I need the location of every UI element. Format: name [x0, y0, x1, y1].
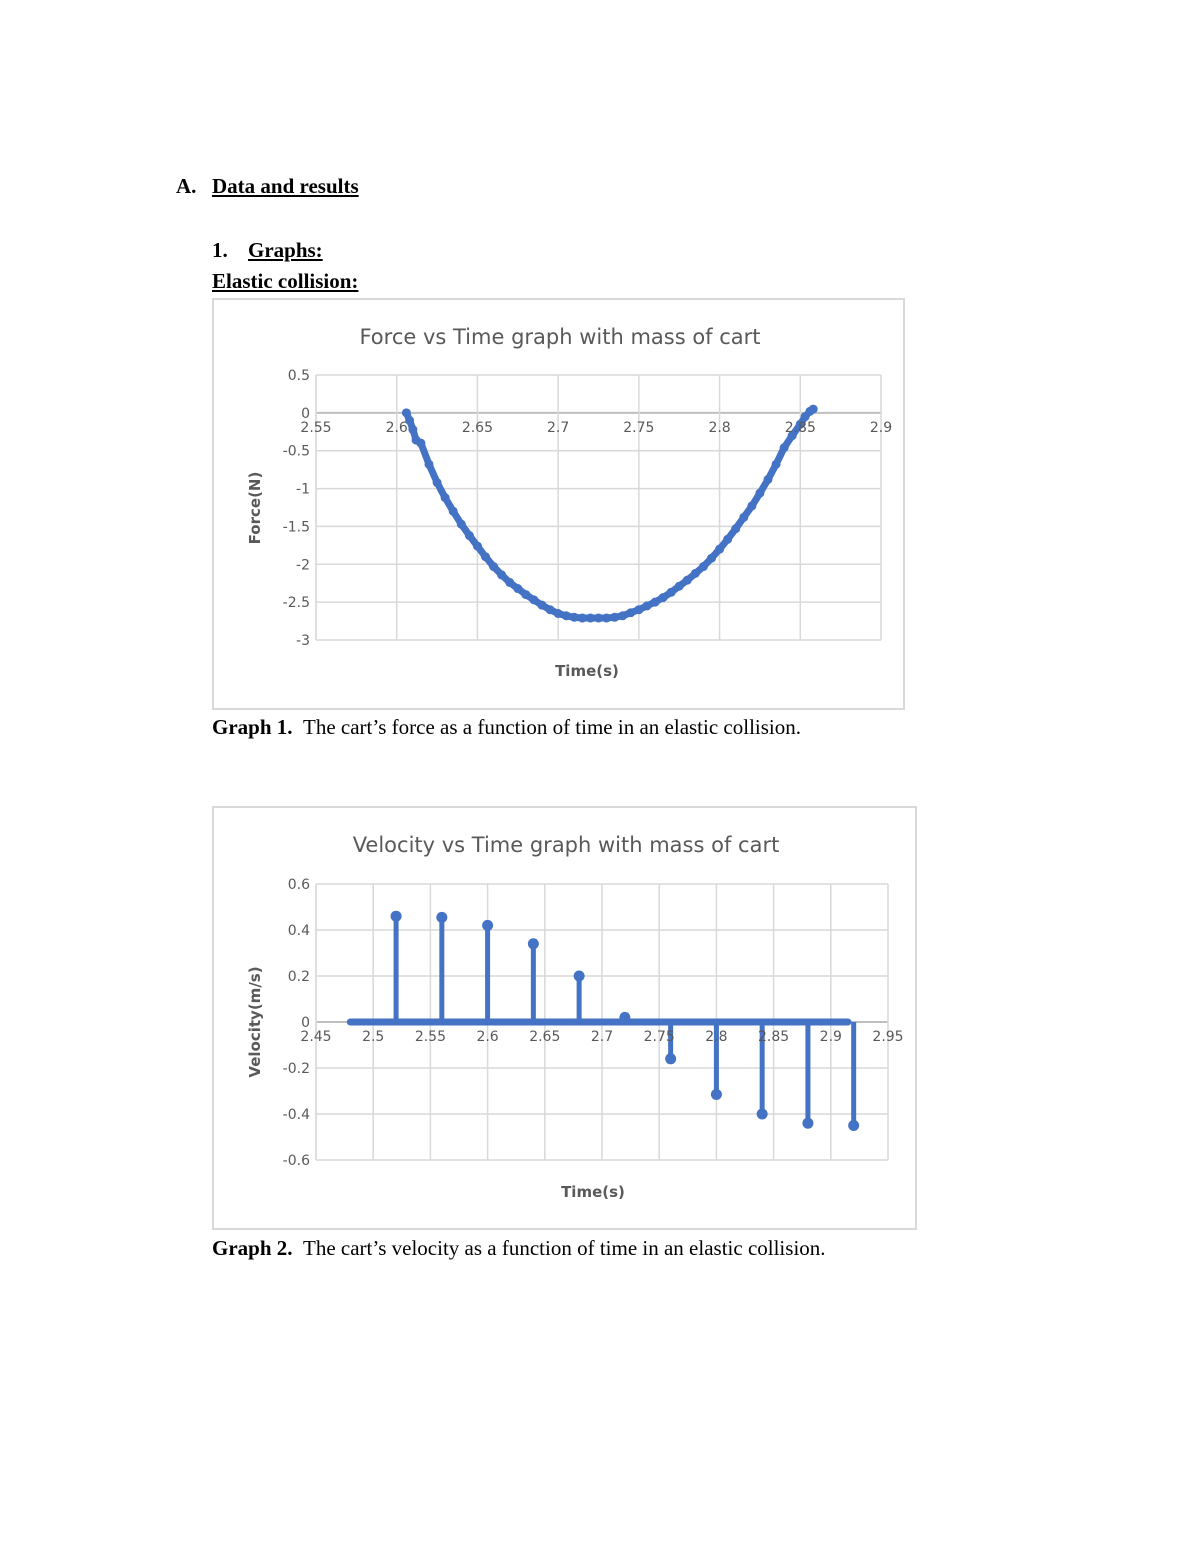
- force-data-point: [473, 542, 482, 551]
- velocity-data-point: [619, 1012, 630, 1023]
- x-axis-title: Time(s): [561, 1183, 625, 1201]
- force-data-point: [683, 576, 692, 585]
- force-data-point: [651, 598, 660, 607]
- force-data-point: [626, 608, 635, 617]
- x-tick-label: 2.7: [547, 419, 570, 436]
- section-letter: A.: [176, 174, 197, 198]
- force-data-point: [465, 531, 474, 540]
- force-series-line: [406, 409, 813, 618]
- x-tick-label: 2.85: [758, 1029, 790, 1045]
- x-tick-label: 2.95: [872, 1029, 904, 1045]
- graph2-caption-text: The cart’s velocity as a function of time in an elastic collision.: [303, 1236, 826, 1260]
- force-data-point: [739, 513, 748, 522]
- force-data-point: [764, 475, 773, 484]
- y-tick-label: -1: [296, 481, 310, 498]
- chart-title: Velocity vs Time graph with mass of cart: [352, 833, 780, 857]
- subheading: [212, 269, 358, 294]
- force-time-chart-svg: [214, 300, 907, 712]
- graph1-caption: [212, 715, 801, 740]
- y-tick-label: 0.6: [287, 877, 310, 893]
- velocity-data-point: [711, 1089, 722, 1100]
- x-tick-label: 2.65: [461, 419, 494, 436]
- force-data-point: [809, 405, 818, 414]
- y-tick-label: 0.4: [287, 923, 310, 939]
- force-data-point: [667, 588, 676, 597]
- force-data-point: [780, 443, 789, 452]
- velocity-data-point: [802, 1118, 813, 1129]
- force-data-point: [538, 601, 547, 610]
- x-tick-label: 2.9: [869, 419, 893, 436]
- force-data-point: [594, 614, 603, 623]
- force-data-point: [731, 524, 740, 533]
- force-data-point: [691, 569, 700, 578]
- x-tick-label: 2.75: [623, 419, 655, 436]
- force-data-point: [570, 613, 579, 622]
- x-tick-label: 2.8: [705, 1029, 728, 1045]
- x-tick-label: 2.7: [590, 1029, 614, 1045]
- subsection-heading: [212, 238, 323, 263]
- y-axis-title: Force(N): [246, 471, 264, 545]
- force-data-point: [521, 590, 530, 599]
- subheading-text: Elastic collision:: [212, 269, 359, 293]
- graph2-caption-label: Graph 2.: [212, 1236, 293, 1260]
- force-data-point: [457, 520, 466, 529]
- force-data-point: [707, 554, 716, 563]
- graph2-caption: [212, 1236, 826, 1261]
- force-data-point: [747, 501, 756, 510]
- x-tick-label: 2.8: [708, 419, 731, 436]
- force-data-point: [449, 507, 458, 516]
- y-tick-label: 0: [301, 1015, 310, 1031]
- x-tick-label: 2.5: [362, 1029, 385, 1045]
- subsection-number: 1.: [212, 238, 228, 262]
- x-tick-label: 2.85: [784, 419, 816, 436]
- x-tick-label: 2.55: [414, 1029, 446, 1045]
- y-tick-label: -2: [296, 557, 310, 574]
- y-tick-label: -0.4: [282, 1107, 310, 1123]
- force-data-point: [546, 605, 555, 614]
- velocity-data-point: [528, 938, 539, 949]
- section-title: Data and results: [212, 174, 359, 198]
- force-data-point: [554, 609, 563, 618]
- force-data-point: [723, 535, 732, 544]
- subsection-title: Graphs:: [248, 238, 323, 262]
- force-data-point: [659, 593, 668, 602]
- velocity-data-point: [482, 920, 493, 931]
- x-tick-label: 2.75: [643, 1029, 675, 1045]
- force-data-point: [433, 478, 442, 487]
- y-tick-label: -0.2: [282, 1061, 310, 1077]
- force-data-point: [634, 605, 643, 614]
- force-data-point: [602, 614, 611, 623]
- force-data-point: [610, 613, 619, 622]
- force-data-point: [441, 493, 450, 502]
- y-tick-label: -0.5: [282, 443, 310, 460]
- force-data-point: [578, 614, 587, 623]
- velocity-data-point: [574, 971, 585, 982]
- force-data-point: [755, 489, 764, 498]
- y-tick-label: -2.5: [282, 595, 310, 612]
- section-heading: [176, 174, 359, 199]
- x-tick-label: 2.6: [385, 419, 408, 436]
- force-data-point: [699, 562, 708, 571]
- force-data-point: [513, 584, 522, 593]
- velocity-data-point: [665, 1053, 676, 1064]
- y-tick-label: -0.6: [282, 1153, 310, 1169]
- force-time-chart: [212, 298, 905, 710]
- velocity-data-point: [391, 911, 402, 922]
- force-data-point: [675, 582, 684, 591]
- graph1-caption-label: Graph 1.: [212, 715, 293, 739]
- force-data-point: [497, 570, 506, 579]
- chart-title: Force vs Time graph with mass of cart: [359, 325, 761, 349]
- force-data-point: [425, 460, 434, 469]
- velocity-data-point: [757, 1109, 768, 1120]
- force-data-point: [505, 578, 514, 587]
- y-tick-label: -1.5: [282, 519, 310, 536]
- force-data-point: [408, 425, 417, 434]
- force-data-point: [618, 611, 627, 620]
- force-data-point: [481, 552, 490, 561]
- force-data-point: [715, 545, 724, 554]
- force-data-point: [772, 460, 781, 469]
- x-tick-label: 2.65: [529, 1029, 561, 1045]
- force-data-point: [562, 611, 571, 620]
- y-tick-label: 0.5: [287, 368, 310, 384]
- velocity-time-chart: [212, 806, 917, 1230]
- force-data-point: [529, 595, 538, 604]
- x-tick-label: 2.45: [300, 1029, 332, 1045]
- force-data-point: [586, 614, 595, 623]
- graph1-caption-text: The cart’s force as a function of time in an elastic collision.: [303, 715, 802, 739]
- y-tick-label: 0.2: [287, 969, 310, 985]
- y-axis-title: Velocity(m/s): [246, 966, 264, 1078]
- y-tick-label: 0: [301, 405, 310, 422]
- y-tick-label: -3: [296, 633, 310, 649]
- force-data-point: [416, 439, 425, 448]
- x-axis-title: Time(s): [555, 662, 619, 680]
- force-data-point: [642, 601, 651, 610]
- velocity-time-chart-svg: [214, 808, 919, 1232]
- velocity-data-point: [436, 912, 447, 923]
- x-tick-label: 2.9: [819, 1029, 842, 1045]
- force-data-point: [489, 562, 498, 571]
- x-tick-label: 2.6: [476, 1029, 499, 1045]
- x-tick-label: 2.55: [300, 419, 332, 436]
- velocity-data-point: [848, 1120, 859, 1131]
